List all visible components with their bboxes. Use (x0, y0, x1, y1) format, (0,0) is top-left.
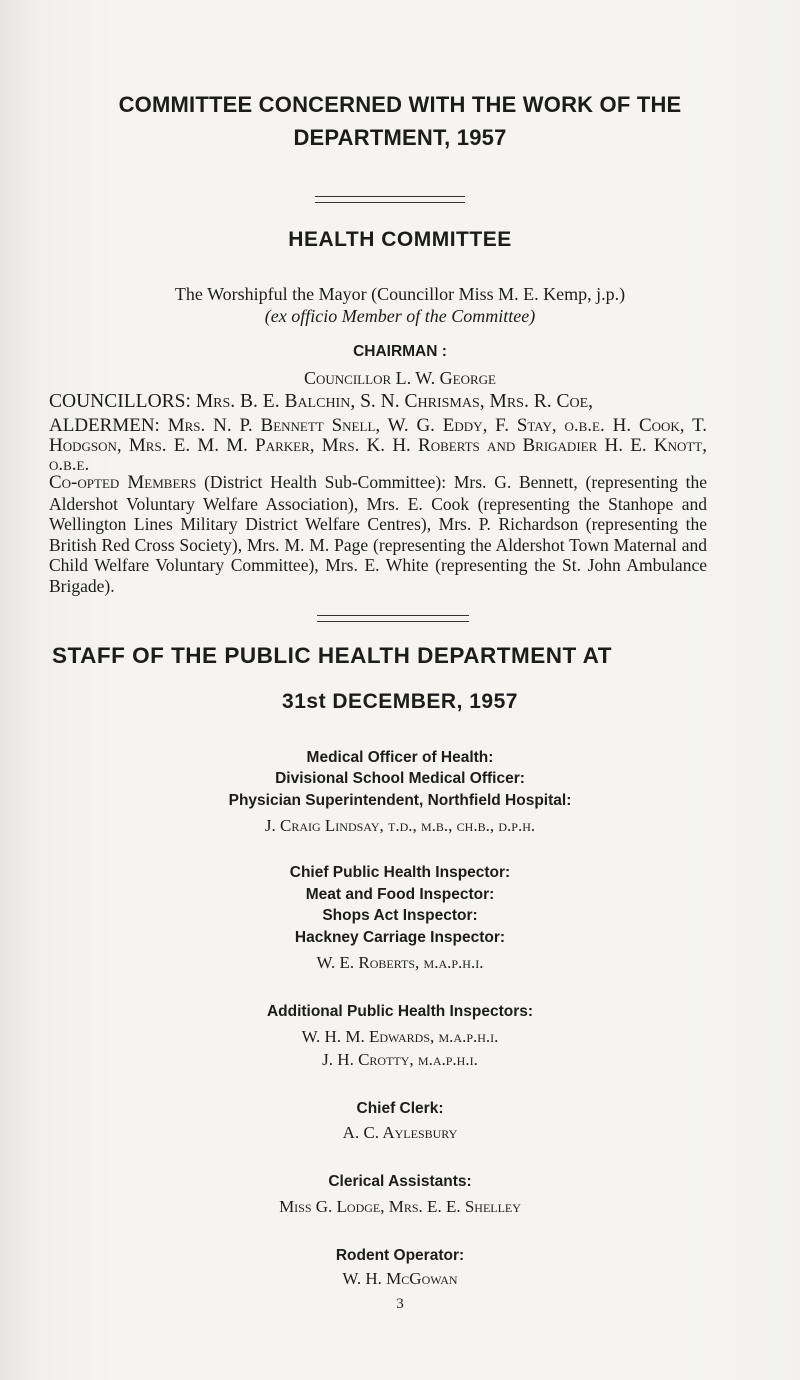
cphi-title-2: Meat and Food Inspector: (305, 886, 495, 903)
moh-title-1: Medical Officer of Health: (306, 749, 494, 766)
page-title (0, 88, 800, 154)
aldermen-names: Mrs. N. P. Bennett Snell, W. G. Eddy, F. Stay, o.b.e. H. Cook, T. Hodgson, Mrs. E. M. M. Parker, Mrs. K. H. Roberts and Brigadier H. E. Knott, o.b.e. (49, 415, 708, 475)
moh-title-2: Divisional School Medical Officer: (275, 770, 525, 787)
rodent-operator-name: W. H. McGowan (342, 1269, 458, 1288)
aldermen-label: ALDERMEN: (49, 415, 160, 436)
coopted-members (49, 472, 707, 596)
divider-rule-1 (315, 196, 465, 203)
coopted-label: Co-opted Members (49, 472, 197, 493)
staff-heading-line-1: STAFF OF THE PUBLIC HEALTH DEPARTMENT AT (52, 643, 612, 668)
cphi-title-4: Hackney Carriage Inspector: (294, 929, 506, 946)
chief-clerk-title: Chief Clerk: (356, 1100, 444, 1117)
councillors-list (49, 392, 729, 412)
divider-rule-2 (317, 615, 469, 622)
staff-heading-line-2: 31st DECEMBER, 1957 (282, 690, 518, 713)
aldermen-list (49, 416, 707, 475)
clerical-assistants-title: Clerical Assistants: (328, 1173, 472, 1190)
health-committee-heading: HEALTH COMMITTEE (288, 228, 512, 251)
councillors-label: COUNCILLORS: (49, 391, 191, 412)
rodent-operator-title: Rodent Operator: (335, 1247, 465, 1264)
additional-inspector-1: W. H. M. Edwards, m.a.p.h.i. (301, 1027, 499, 1046)
chief-clerk-name: A. C. Aylesbury (342, 1123, 458, 1142)
cphi-title-1: Chief Public Health Inspector: (289, 864, 511, 881)
clerical-assistants-names: Miss G. Lodge, Mrs. E. E. Shelley (279, 1197, 521, 1216)
additional-inspector-2: J. H. Crotty, m.a.p.h.i. (322, 1050, 478, 1069)
chairman-name: Councillor L. W. George (304, 368, 496, 388)
moh-name: J. Craig Lindsay, t.d., m.b., ch.b., d.p.h. (264, 816, 536, 835)
ex-officio-line: (ex officio Member of the Committee) (264, 306, 536, 326)
coopted-text: (District Health Sub-Committee): Mrs. G. Bennett, (representing the Aldershot Voluntary Welfare Association), Mrs. E. Cook (representing the Stanhope and Wellington Lines Military District Welfare Centres), Mrs. P. Richardson (representing the British Red Cross Society), Mrs. M. M. Page (representing the Aldershot Town Maternal and Child Welfare Voluntary Committee), Mrs. E. White (representing the St. John Ambulance Brigade). (49, 472, 708, 596)
chairman-label: CHAIRMAN : (353, 343, 447, 360)
mayor-line: The Worshipful the Mayor (Councillor Miss M. E. Kemp, j.p.) (174, 284, 626, 304)
additional-inspectors-title: Additional Public Health Inspectors: (266, 1003, 534, 1020)
moh-title-3: Physician Superintendent, Northfield Hospital: (228, 792, 572, 809)
page-number: 3 (396, 1296, 404, 1312)
title-line-2: DEPARTMENT, 1957 (293, 125, 507, 150)
cphi-title-3: Shops Act Inspector: (322, 907, 478, 924)
title-line-1: COMMITTEE CONCERNED WITH THE WORK OF THE (118, 92, 682, 117)
cphi-name: W. E. Roberts, m.a.p.h.i. (316, 953, 484, 972)
councillors-names: Mrs. B. E. Balchin, S. N. Chrismas, Mrs. R. Coe, (195, 391, 594, 412)
